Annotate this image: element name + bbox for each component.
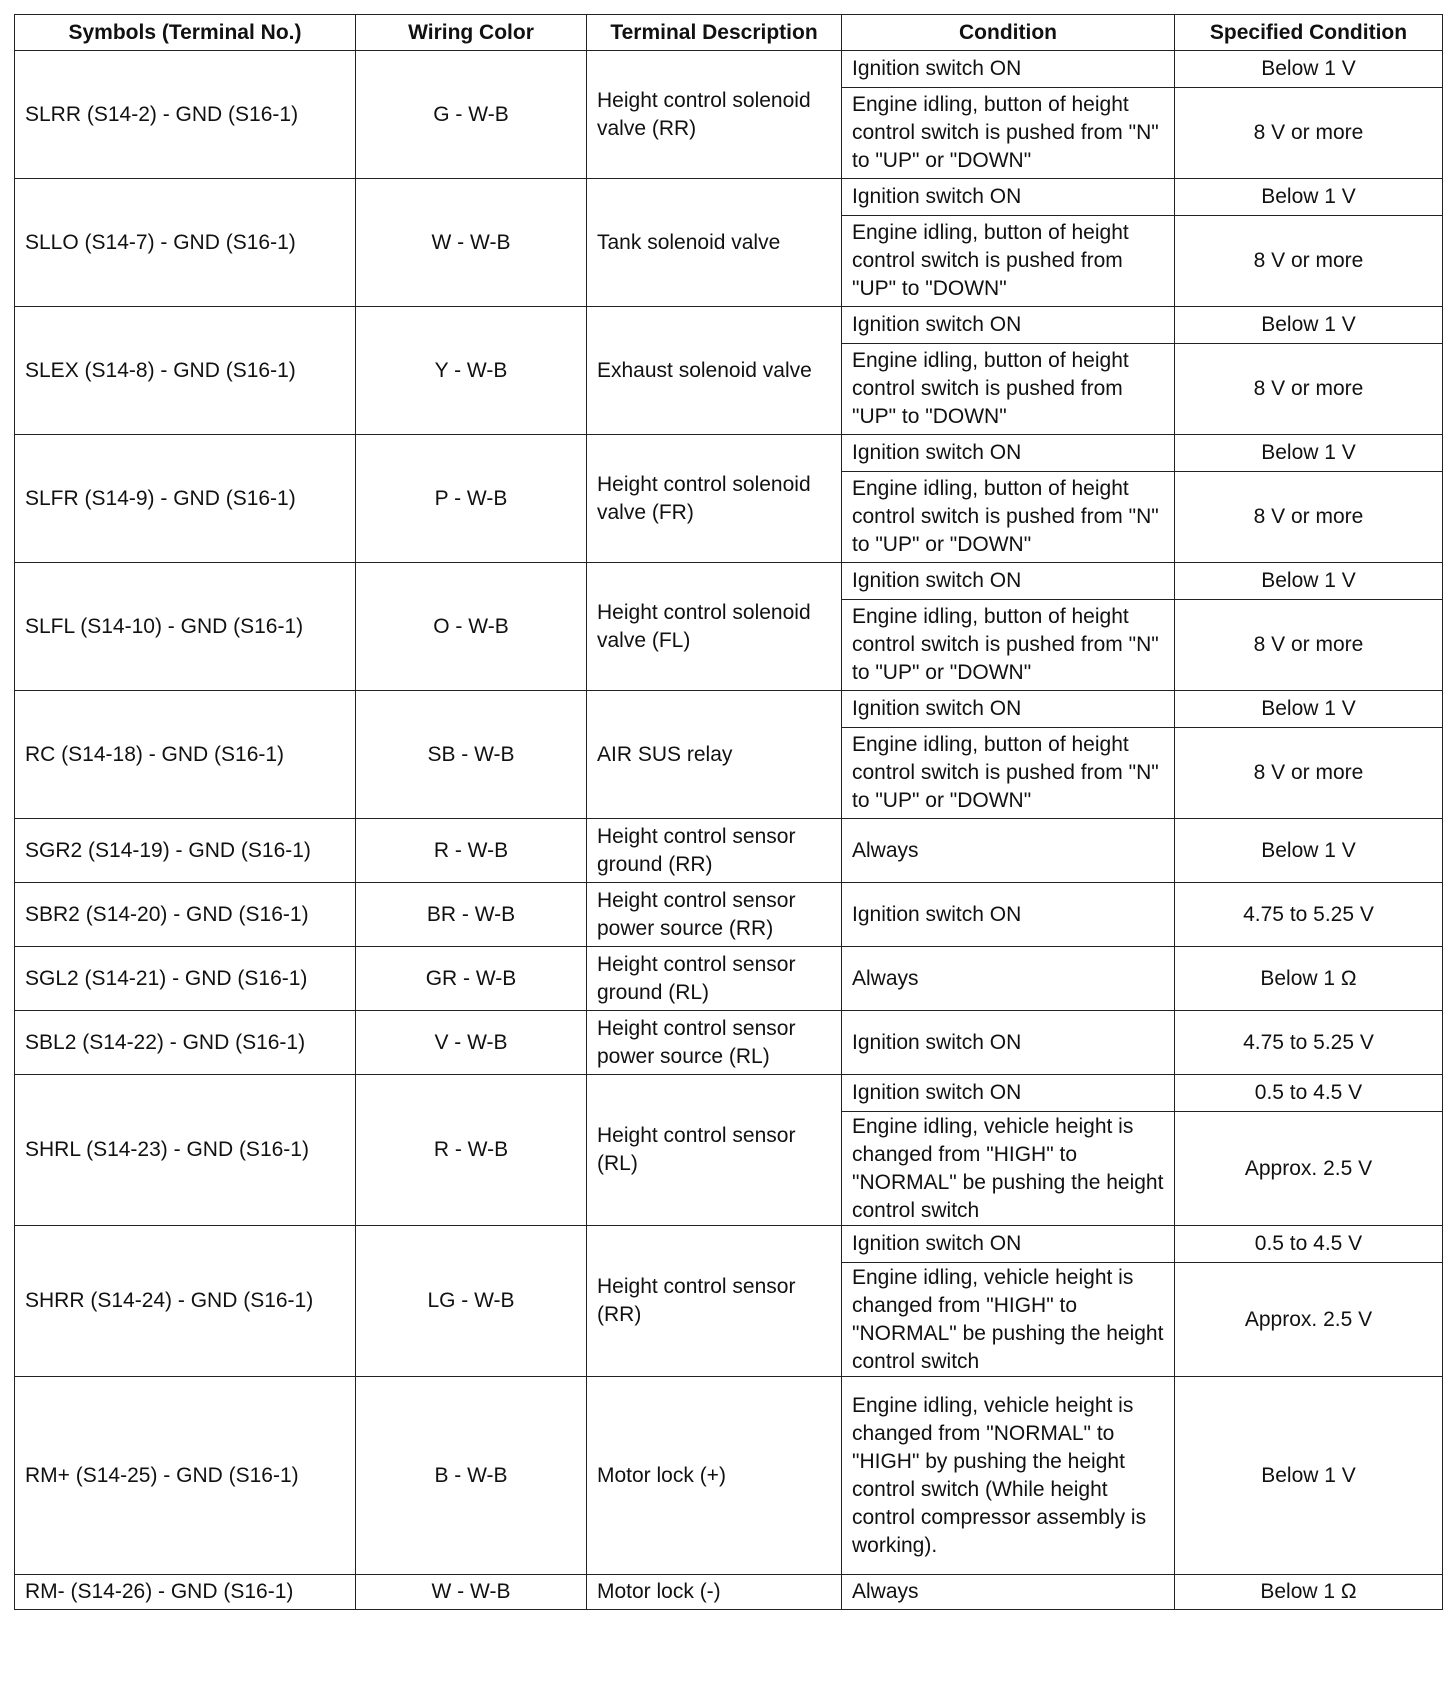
specified-cell: Below 1 Ω xyxy=(1175,1575,1443,1610)
table-row xyxy=(15,1575,1443,1610)
specified-cell: Below 1 V xyxy=(1175,563,1443,600)
specified-cell: Approx. 2.5 V xyxy=(1175,1112,1443,1226)
specified-cell: Below 1 V xyxy=(1175,179,1443,216)
wiring-color-cell: W - W-B xyxy=(356,1575,587,1610)
condition-cell: Engine idling, button of height control switch is pushed from "N" to "UP" or "DOWN" xyxy=(842,728,1175,819)
description-cell: Motor lock (+) xyxy=(587,1377,842,1575)
specified-cell: 4.75 to 5.25 V xyxy=(1175,883,1443,947)
specified-cell: Below 1 V xyxy=(1175,1377,1443,1575)
specified-cell: 8 V or more xyxy=(1175,472,1443,563)
specified-cell: Below 1 Ω xyxy=(1175,947,1443,1011)
condition-cell: Engine idling, vehicle height is changed from "HIGH" to "NORMAL" be pushing the height control switch xyxy=(842,1263,1175,1377)
table-row xyxy=(15,1011,1443,1075)
condition-cell: Ignition switch ON xyxy=(842,883,1175,947)
condition-cell: Ignition switch ON xyxy=(842,435,1175,472)
table-row xyxy=(15,1377,1443,1575)
description-cell: Motor lock (-) xyxy=(587,1575,842,1610)
description-cell: Height control solenoid valve (RR) xyxy=(587,51,842,179)
condition-cell: Ignition switch ON xyxy=(842,691,1175,728)
specified-cell: 8 V or more xyxy=(1175,600,1443,691)
description-cell: AIR SUS relay xyxy=(587,691,842,819)
symbol-cell: RM+ (S14-25) - GND (S16-1) xyxy=(15,1377,356,1575)
wiring-color-cell: R - W-B xyxy=(356,819,587,883)
specified-cell: Below 1 V xyxy=(1175,307,1443,344)
condition-cell: Engine idling, button of height control switch is pushed from "UP" to "DOWN" xyxy=(842,216,1175,307)
wiring-color-cell: P - W-B xyxy=(356,435,587,563)
condition-cell: Ignition switch ON xyxy=(842,563,1175,600)
specified-cell: 8 V or more xyxy=(1175,344,1443,435)
header-condition: Condition xyxy=(842,15,1175,51)
condition-cell: Ignition switch ON xyxy=(842,1075,1175,1112)
header-symbols: Symbols (Terminal No.) xyxy=(15,15,356,51)
symbol-cell: SLEX (S14-8) - GND (S16-1) xyxy=(15,307,356,435)
table-row xyxy=(15,691,1443,728)
specified-cell: Below 1 V xyxy=(1175,691,1443,728)
specified-cell: 8 V or more xyxy=(1175,216,1443,307)
description-cell: Height control sensor power source (RR) xyxy=(587,883,842,947)
wiring-color-cell: G - W-B xyxy=(356,51,587,179)
wiring-color-cell: Y - W-B xyxy=(356,307,587,435)
condition-cell: Ignition switch ON xyxy=(842,1011,1175,1075)
condition-cell: Engine idling, button of height control switch is pushed from "N" to "UP" or "DOWN" xyxy=(842,472,1175,563)
wiring-color-cell: V - W-B xyxy=(356,1011,587,1075)
specified-cell: Below 1 V xyxy=(1175,819,1443,883)
symbol-cell: SLFL (S14-10) - GND (S16-1) xyxy=(15,563,356,691)
specified-cell: Below 1 V xyxy=(1175,51,1443,88)
terminal-table xyxy=(14,14,1443,1610)
wiring-color-cell: R - W-B xyxy=(356,1075,587,1226)
header-row xyxy=(15,15,1443,51)
condition-cell: Ignition switch ON xyxy=(842,51,1175,88)
symbol-cell: SLLO (S14-7) - GND (S16-1) xyxy=(15,179,356,307)
description-cell: Tank solenoid valve xyxy=(587,179,842,307)
specified-cell: 8 V or more xyxy=(1175,728,1443,819)
symbol-cell: SBR2 (S14-20) - GND (S16-1) xyxy=(15,883,356,947)
wiring-color-cell: LG - W-B xyxy=(356,1226,587,1377)
header-wiring-color: Wiring Color xyxy=(356,15,587,51)
table-row xyxy=(15,307,1443,344)
wiring-color-cell: O - W-B xyxy=(356,563,587,691)
description-cell: Height control sensor (RL) xyxy=(587,1075,842,1226)
condition-cell: Always xyxy=(842,1575,1175,1610)
specified-cell: 4.75 to 5.25 V xyxy=(1175,1011,1443,1075)
condition-cell: Engine idling, button of height control switch is pushed from "N" to "UP" or "DOWN" xyxy=(842,600,1175,691)
header-terminal-description: Terminal Description xyxy=(587,15,842,51)
description-cell: Height control sensor ground (RL) xyxy=(587,947,842,1011)
table-row xyxy=(15,1075,1443,1112)
description-cell: Height control sensor power source (RL) xyxy=(587,1011,842,1075)
table-row xyxy=(15,1226,1443,1263)
wiring-color-cell: BR - W-B xyxy=(356,883,587,947)
symbol-cell: RM- (S14-26) - GND (S16-1) xyxy=(15,1575,356,1610)
description-cell: Exhaust solenoid valve xyxy=(587,307,842,435)
description-cell: Height control solenoid valve (FL) xyxy=(587,563,842,691)
table-row xyxy=(15,51,1443,88)
wiring-color-cell: B - W-B xyxy=(356,1377,587,1575)
description-cell: Height control sensor (RR) xyxy=(587,1226,842,1377)
condition-cell: Always xyxy=(842,819,1175,883)
table-row xyxy=(15,563,1443,600)
condition-cell: Engine idling, vehicle height is changed from "HIGH" to "NORMAL" be pushing the height control switch xyxy=(842,1112,1175,1226)
table-row xyxy=(15,179,1443,216)
table-row xyxy=(15,947,1443,1011)
symbol-cell: SHRL (S14-23) - GND (S16-1) xyxy=(15,1075,356,1226)
specified-cell: Approx. 2.5 V xyxy=(1175,1263,1443,1377)
table-row xyxy=(15,819,1443,883)
description-cell: Height control solenoid valve (FR) xyxy=(587,435,842,563)
specified-cell: Below 1 V xyxy=(1175,435,1443,472)
header-specified-condition: Specified Condition xyxy=(1175,15,1443,51)
symbol-cell: SGL2 (S14-21) - GND (S16-1) xyxy=(15,947,356,1011)
symbol-cell: SLRR (S14-2) - GND (S16-1) xyxy=(15,51,356,179)
symbol-cell: SHRR (S14-24) - GND (S16-1) xyxy=(15,1226,356,1377)
specified-cell: 8 V or more xyxy=(1175,88,1443,179)
specified-cell: 0.5 to 4.5 V xyxy=(1175,1226,1443,1263)
description-cell: Height control sensor ground (RR) xyxy=(587,819,842,883)
specified-cell: 0.5 to 4.5 V xyxy=(1175,1075,1443,1112)
wiring-color-cell: W - W-B xyxy=(356,179,587,307)
condition-cell: Ignition switch ON xyxy=(842,1226,1175,1263)
condition-cell: Engine idling, button of height control switch is pushed from "N" to "UP" or "DOWN" xyxy=(842,88,1175,179)
wiring-color-cell: SB - W-B xyxy=(356,691,587,819)
condition-cell: Engine idling, button of height control switch is pushed from "UP" to "DOWN" xyxy=(842,344,1175,435)
table-row xyxy=(15,883,1443,947)
table-row xyxy=(15,435,1443,472)
symbol-cell: SGR2 (S14-19) - GND (S16-1) xyxy=(15,819,356,883)
symbol-cell: SLFR (S14-9) - GND (S16-1) xyxy=(15,435,356,563)
wiring-color-cell: GR - W-B xyxy=(356,947,587,1011)
terminal-inspection-sheet xyxy=(14,14,1442,1610)
condition-cell: Ignition switch ON xyxy=(842,179,1175,216)
symbol-cell: RC (S14-18) - GND (S16-1) xyxy=(15,691,356,819)
condition-cell: Engine idling, vehicle height is changed from "NORMAL" to "HIGH" by pushing the height control switch (While height control compressor assembly is working). xyxy=(842,1377,1175,1575)
symbol-cell: SBL2 (S14-22) - GND (S16-1) xyxy=(15,1011,356,1075)
condition-cell: Always xyxy=(842,947,1175,1011)
condition-cell: Ignition switch ON xyxy=(842,307,1175,344)
